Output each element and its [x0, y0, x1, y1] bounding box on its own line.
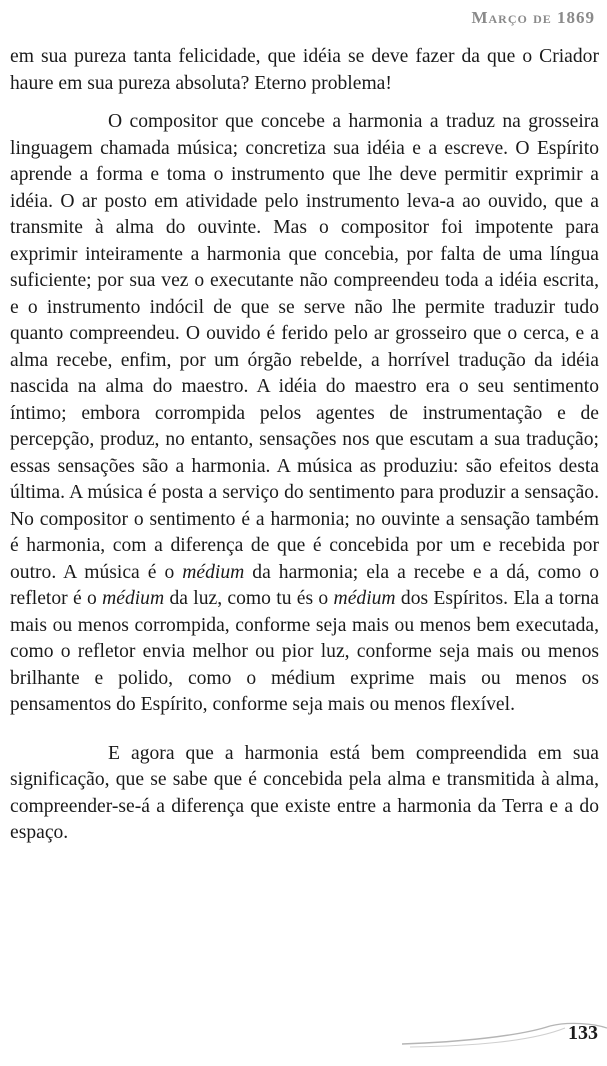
- body-text: [10, 44, 599, 847]
- running-header: Março de 1869: [471, 8, 595, 27]
- paragraph-composer: [10, 109, 599, 719]
- paragraph-composer-part-1: O compositor que concebe a harmonia a traduz na grosseira linguagem chamada música; concretiza sua idéia e a escreve. O Espírito aprende a forma e toma o instrumento que lhe deve permitir exprimir a idéia. O ar posto em atividade pelo instrumento leva-a ao ouvido, que a transmite à alma do ouvinte. Mas o compositor foi impotente para exprimir inteiramente a harmonia que concebia, por falta de uma língua suficiente; por sua vez o executante não compreendeu toda a idéia escrita, e o instrumento indócil de que se serve não lhe permite traduzir tudo quanto compreendeu. O ouvido é ferido pelo ar grosseiro que o cerca, e a alma recebe, enfim, por um órgão rebelde, a horrível tradução da idéia nascida na alma do maestro. A idéia do maestro era o seu sentimento íntimo; embora corrompida pelos agentes de instrumentação e de percepção, produz, no entanto, sensações nos que escutam a sua tradução; essas sensações são a harmonia. A música as produziu: são efeitos desta última. A música é posta a serviço do sentimento para produzir a sensação. No compositor o sentimento é a harmonia; no ouvinte a sensação também é harmonia, com a diferença de que é concebida por um e recebida por outro. A música é o: [10, 111, 599, 583]
- page-number: 133: [568, 1022, 598, 1044]
- paragraph-composer-part-2: da harmonia; ela a recebe e a dá, como o refletor é o: [10, 561, 599, 609]
- emphasis-medium-3: médium: [333, 588, 396, 609]
- paragraph-composer-part-3: da luz, como tu és o: [164, 588, 334, 609]
- paragraph-continuation: em sua pureza tanta felicidade, que idéia se deve fazer da que o Criador haure em sua pureza absoluta? Eterno problema!: [10, 46, 599, 94]
- emphasis-medium-1: médium: [182, 561, 245, 583]
- paragraph-composer-part-4: dos Espíritos. Ela a torna mais ou menos corrompida, conforme seja mais ou menos bem executada, como o refletor envia melhor ou pior luz, conforme seja mais ou menos brilhante e polido, como o médium exprime mais ou menos os pensamentos do Espírito, conforme seja mais ou menos flexível.: [10, 588, 600, 715]
- emphasis-medium-2: médium: [102, 588, 165, 609]
- paragraph-conclusion: E agora que a harmonia está bem compreendida em sua significação, que se sabe que é concebida pela alma e transmitida à alma, compreender-se-á a diferença que existe entre a harmonia da Terra e a do espaço.: [10, 742, 599, 843]
